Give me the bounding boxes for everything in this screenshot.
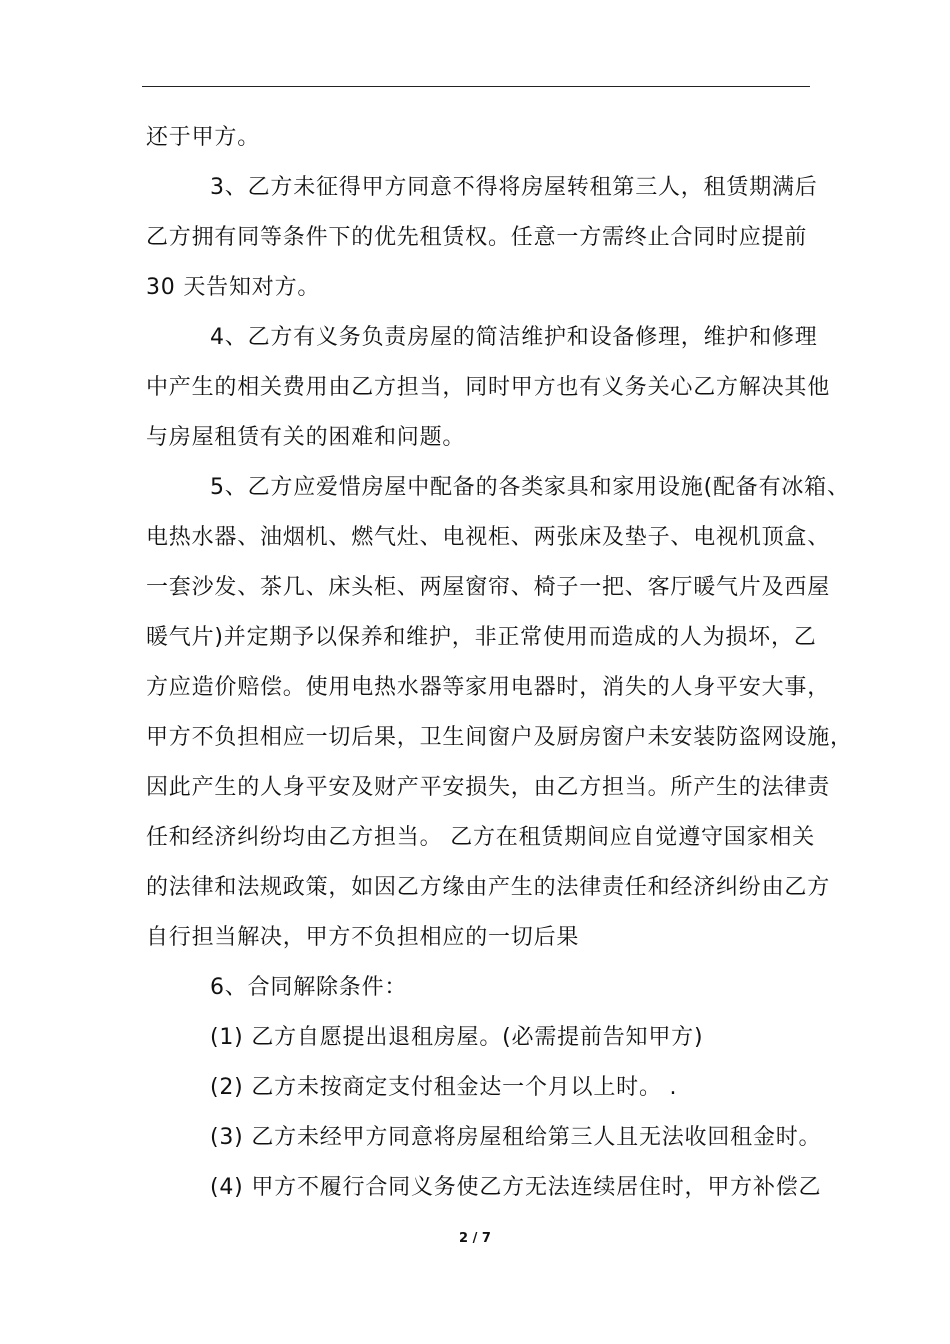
text-line: 暖气片)并定期予以保养和维护，非正常使用而造成的人为损坏，乙 [146,625,817,650]
list-item: (1) 乙方自愿提出退租房屋。(必需提前告知甲方) [210,1025,704,1050]
header-rule [142,86,810,87]
text-line: 方应造价赔偿。使用电热水器等家用电器时，消失的人身平安大事， [146,675,831,700]
text-line: 甲方不负担相应一切后果，卫生间窗户及厨房窗户未安装防盗网设施， [146,725,853,750]
text-line: 一套沙发、茶几、床头柜、两屋窗帘、椅子一把、客厅暖气片及西屋 [146,575,831,600]
text-line: 电热水器、油烟机、燃气灶、电视柜、两张床及垫子、电视机顶盒、 [146,525,831,550]
text-line: 中产生的相关费用由乙方担当，同时甲方也有义务关心乙方解决其他 [146,375,831,400]
text-line: 任和经济纠纷均由乙方担当。 乙方在租赁期间应自觉遵守国家相关 [146,825,815,850]
page-number: 2 / 7 [459,1231,491,1246]
text-line: 与房屋租赁有关的困难和问题。 [146,425,466,450]
text-line: 自行担当解决，甲方不负担相应的一切后果 [146,925,580,950]
clause-6-heading: 6、合同解除条件： [210,975,408,1000]
list-item: (3) 乙方未经甲方同意将房屋租给第三人且无法收回租金时。 [210,1125,822,1150]
text-line: 30 天告知对方。 [146,275,321,300]
text-line: 乙方拥有同等条件下的优先租赁权。任意一方需终止合同时应提前 [146,225,808,250]
list-item: (2) 乙方未按商定支付租金达一个月以上时。 . [210,1075,678,1100]
document-body [146,113,853,1213]
text-line: 还于甲方。 [146,125,261,150]
text-line: 因此产生的人身平安及财产平安损失，由乙方担当。所产生的法律责 [146,775,831,800]
clause-4-line: 4、乙方有义务负责房屋的简洁维护和设备修理，维护和修理 [210,325,818,350]
text-line: 的法律和法规政策，如因乙方缘由产生的法律责任和经济纠纷由乙方 [146,875,831,900]
clause-5-line: 5、乙方应爱惜房屋中配备的各类家具和家用设施(配备有冰箱、 [210,475,850,500]
list-item: (4) 甲方不履行合同义务使乙方无法连续居住时，甲方补偿乙 [210,1175,822,1200]
clause-3-line: 3、乙方未征得甲方同意不得将房屋转租第三人，租赁期满后 [210,175,818,200]
